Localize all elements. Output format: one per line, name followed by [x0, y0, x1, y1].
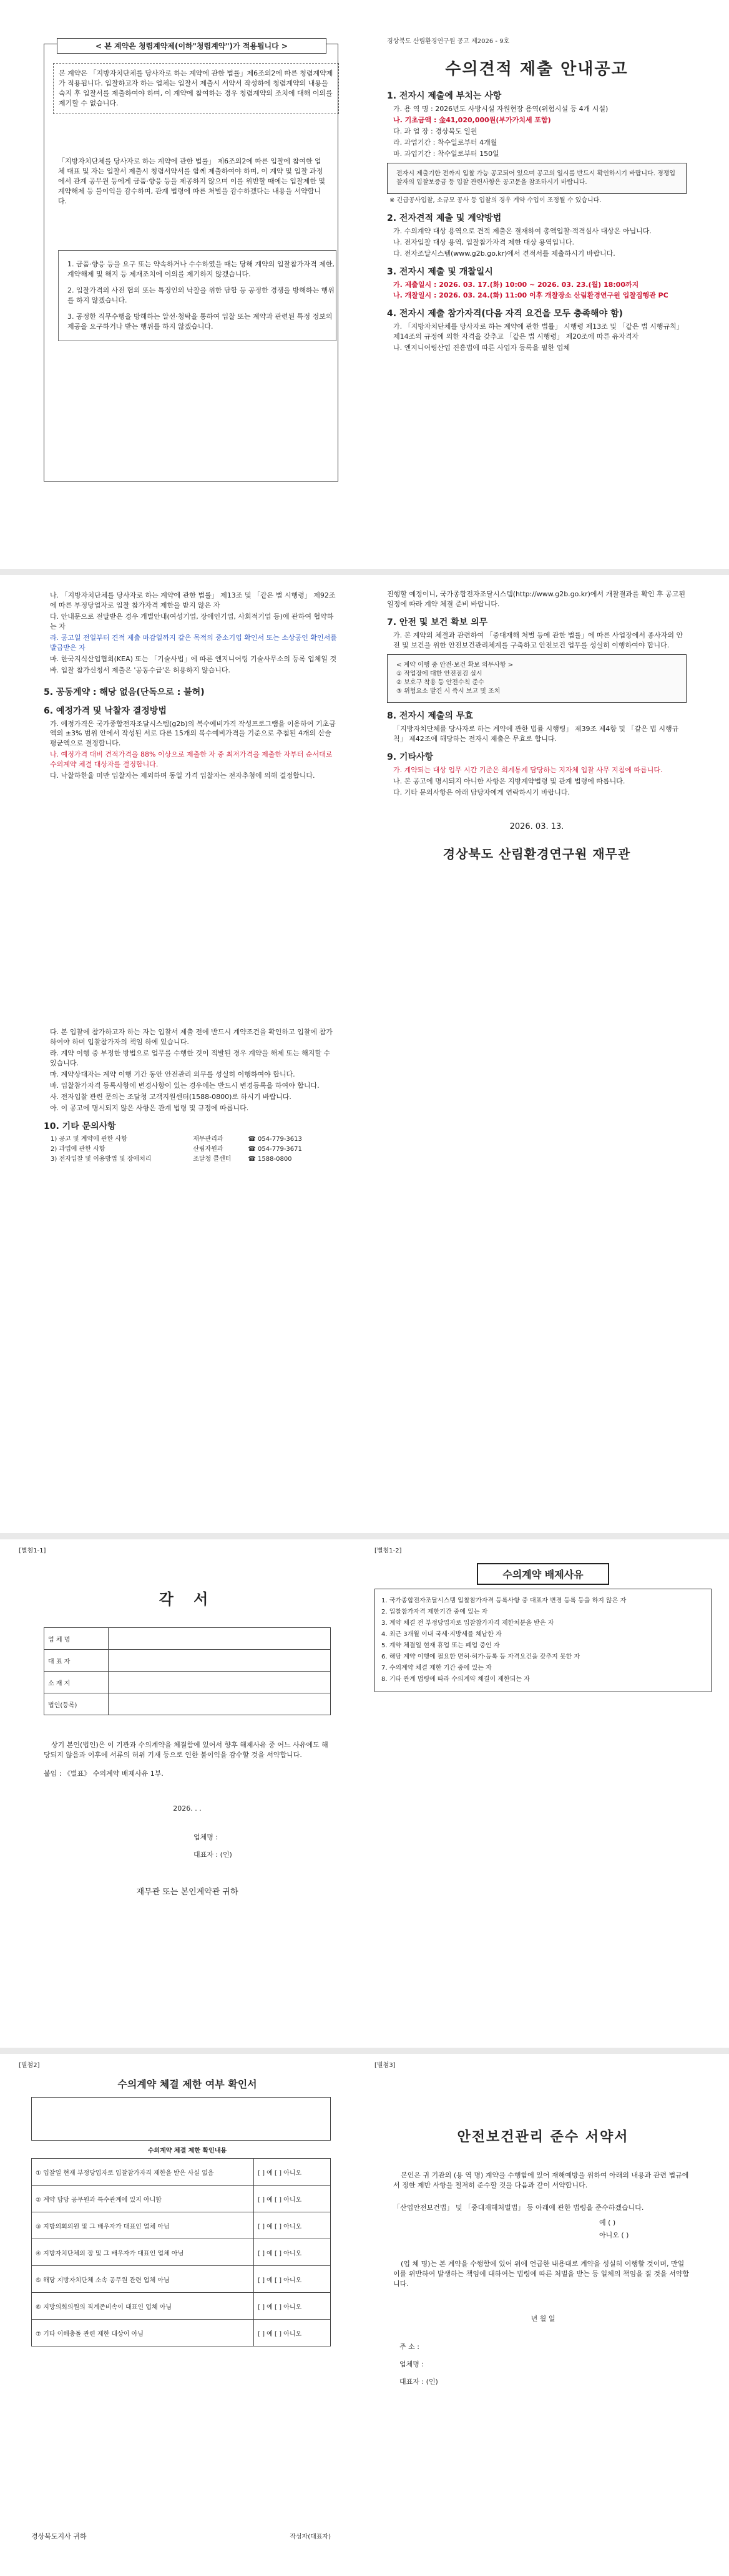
announcement-right-column	[387, 37, 687, 354]
restriction-item: ⑥ 지방의회의원의 직계존비속이 대표인 업체 아님	[32, 2293, 254, 2320]
low-line-6: 아. 이 공고에 명시되지 않은 사항은 관계 법령 및 규정에 따릅니다.	[50, 1103, 249, 1112]
form-title: 각 서	[159, 1591, 216, 1608]
row-label: 법인(등록)	[44, 1693, 109, 1715]
notice-para-1: 본 계약은 「지방자치단체를 당사자로 하는 계약에 관한 법률」제6조의2에 따른 청렴계약제가 적용됩니다. 입찰하고자 하는 업체는 입찰서 제출시 서약서 작성하에 청렴계약의 내용을 숙지 후 입찰서를 제출하여야 하며, 이 계약에 참여하는 경우 청렴계약의 조치에 대해 이의를 제기할 수 없습니다.	[53, 63, 339, 114]
section-1-heading: 1. 전자시 제출에 부치는 사항	[387, 91, 502, 101]
page-title: 수의견적 제출 안내공고	[445, 60, 629, 79]
s1-line-4: 라. 과업기간 : 착수일로부터 4개월	[393, 138, 497, 147]
contact-dept: 재무관리과	[193, 1135, 223, 1143]
contact-heading: 10. 기타 문의사항	[44, 1121, 116, 1131]
yes-no-check[interactable]: [ ] 예 [ ] 아니오	[254, 2266, 331, 2293]
list-item: 5. 계약 체결일 현재 휴업 또는 폐업 중인 자	[381, 1642, 500, 1649]
attachment-page-1	[0, 1541, 729, 2046]
section-8-heading: 8. 전자시 제출의 무효	[387, 710, 473, 721]
pledge-note: 붙임 : 《별표》 수의계약 배제사유 1부.	[44, 1769, 164, 1778]
yes-no-check[interactable]: [ ] 예 [ ] 아니오	[254, 2186, 331, 2212]
safety-item-1: 「산업안전보건법」 및 「중대재해처벌법」 등 아래에 관한 법령을 준수하겠습니다.	[393, 2203, 644, 2212]
list-item: 7. 수의계약 체결 제한 기간 중에 있는 자	[381, 1665, 492, 1672]
contact-table	[50, 1135, 325, 1165]
table-row	[44, 1693, 331, 1715]
s2-line-3: 다. 전자조달시스템(www.g2b.go.kr)에서 견적서를 제출하시기 바랍니다.	[393, 249, 615, 258]
mid-line-4: 마. 한국지식산업협회(KEA) 또는 「기술사법」에 따른 엔지니어링 기술사무소의 등록 업체일 것	[50, 654, 337, 663]
right-intro: 진행할 예정이니, 국가종합전자조달시스템(http://www.g2b.go.kr)에서 개찰결과를 확인 후 공고된 일정에 따라 계약 체결 준비 바랍니다.	[387, 590, 686, 608]
form-title: 수의계약 체결 제한 여부 확인서	[117, 2078, 257, 2090]
low-line-1: 다. 본 입찰에 참가하고자 하는 자는 입찰서 제출 전에 반드시 계약조건을 확인하고 입찰에 참가하여야 하며 입찰참가자의 책임 하에 있습니다.	[50, 1028, 333, 1046]
yes-no-check[interactable]: [ ] 예 [ ] 아니오	[254, 2159, 331, 2186]
list-item: 3. 계약 체결 전 부정당업자로 입찰참가자격 제한처분을 받은 자	[381, 1620, 554, 1627]
safety-firm: 업체명 :	[399, 2360, 424, 2369]
announcement-page-2	[0, 577, 729, 1531]
contact-tel: ☎ 1588-0800	[248, 1155, 292, 1163]
contact-row	[50, 1145, 325, 1155]
section-2-heading: 2. 전자견적 제출 및 계약방법	[387, 213, 502, 223]
list-item: 1. 국가종합전자조달시스템 입찰참가자격 등록사항 중 대표자 변경 등록 등을 하지 않은 자	[381, 1597, 627, 1604]
left-low-column	[44, 1026, 337, 1165]
yes-no-check[interactable]: [ ] 예 [ ] 아니오	[254, 2293, 331, 2320]
right-mid-column	[387, 589, 687, 862]
yes-no-check[interactable]: [ ] 예 [ ] 아니오	[254, 2212, 331, 2239]
list-item: 4. 최근 3개월 이내 국세·지방세를 체납한 자	[381, 1631, 502, 1638]
list-item: 2. 입찰참가자격 제한기간 중에 있는 자	[381, 1609, 488, 1615]
list-item: 8. 기타 관계 법령에 따라 수의계약 체결이 제한되는 자	[381, 1676, 530, 1683]
contact-row	[50, 1155, 325, 1165]
contact-dept: 조달청 콜센터	[193, 1155, 232, 1163]
page-divider	[0, 2048, 729, 2054]
s7-line: 가. 본 계약의 체결과 관련하여 「중대재해 처벌 등에 관한 법률」에 따른 사업장에서 종사자의 안전 및 보건을 위한 안전보건관리체계를 구축하고 안전보건 업무를 성실히 이행하여야 합니다.	[393, 631, 683, 649]
mid-line-3: 라. 공고일 전일부터 견적 제출 마감일까지 같은 목적의 중소기업 확인서 또는 소상공인 확인서를 발급받은 자	[50, 633, 337, 652]
pledge-body: 상기 본인(법인)은 이 기관과 수의계약을 체결함에 있어서 향후 해제사유 중 어느 사유에도 해당되지 않음과 이후에 서류의 허위 기재 등으로 인한 불이익을 감수할 것을 서약합니다.	[44, 1741, 328, 1759]
notice-para-2: 「지방자치단체를 당사자로 하는 계약에 관한 법률」 제6조의2에 따른 입찰에 참여한 업체 대표 및 자는 입찰서 제출시 청렴서약서를 함께 제출하여야 하며, 이 계약 및 입찰 과정에서 관계 공무원 등에게 금품·향응 등을 제공하지 않으며 이를 위반할 때에는 입찰제한 및 계약해제 등 불이익을 감수하며, 관계 법령에 따른 처벌을 감수하겠다는 내용을 서약합니다.	[58, 157, 325, 205]
table-row	[32, 2159, 331, 2186]
table-row	[32, 2186, 331, 2212]
low-line-4: 바. 입찰참가자격 등록사항에 변경사항이 있는 경우에는 반드시 변경등록을 하여야 합니다.	[50, 1081, 320, 1090]
s6-line-1: 가. 예정가격은 국가종합전자조달시스템(g2b)의 복수예비가격 작성프로그램을 이용하여 기초금액의 ±3% 범위 안에서 작성된 서로 다른 15개의 복수예비가격을 기준으로 추첨된 4개의 산술평균액으로 결정합니다.	[50, 719, 336, 748]
table-row	[32, 2212, 331, 2239]
yes-no-check[interactable]: [ ] 예 [ ] 아니오	[254, 2320, 331, 2346]
notice-item-2: 2. 입찰가격의 사전 협의 또는 특정인의 낙찰을 위한 담합 등 공정한 경쟁을 방해하는 행위를 하지 않겠습니다.	[67, 286, 335, 304]
restriction-sub: 수의계약 체결 제한 확인내용	[147, 2147, 227, 2154]
notice-heading: < 본 계약은 청렴계약제(이하"청렴계약")가 적용됩니다 >	[57, 38, 326, 54]
form-label: [별첨1-1]	[19, 1547, 46, 1554]
mid-line-2: 다. 안내문으로 전달받은 경우 개별안내(여성기업, 장애인기업, 사회적기업 등)에 관하여 협약하는 자	[50, 612, 334, 631]
low-line-5: 사. 전자입찰 관련 문의는 조달청 고객지원센터(1588-0800)로 하시기 바랍니다.	[50, 1092, 291, 1101]
mid-line-5: 바. 입찰 참가신청서 제출은 '공동수급'은 허용하지 않습니다.	[50, 666, 231, 674]
safety-date: 년 월 일	[531, 2314, 555, 2323]
contact-tel: ☎ 054-779-3613	[248, 1135, 302, 1143]
restriction-check-form	[19, 2061, 356, 2567]
row-value[interactable]	[109, 1672, 331, 1693]
safety-body-2: (업 체 명)는 본 계약을 수행함에 있어 위에 언급한 내용대로 계약을 성실히 이행할 것이며, 만일 이를 위반하여 발생하는 책임에 대하여는 법령에 따른 처벌을 받는 등 일체의 책임을 질 것을 서약합니다.	[393, 2259, 689, 2288]
exclusion-form	[374, 1547, 712, 2033]
form-title: 수의계약 배제사유	[477, 1563, 609, 1585]
s9-line-3: 다. 기타 문의사항은 아래 담당자에게 연락하시기 바랍니다.	[393, 788, 570, 797]
safety-addr: 주 소 :	[399, 2343, 419, 2351]
section-4-heading: 4. 전자시 제출 참가자격(다음 자격 요건을 모두 충족해야 함)	[387, 309, 623, 319]
pledge-table	[44, 1627, 331, 1715]
row-value[interactable]	[109, 1650, 331, 1672]
table-row	[32, 2098, 331, 2141]
s4-line-1: 가. 「지방자치단체를 당사자로 하는 계약에 관한 법률」 시행령 제13조 및 「같은 법 시행규칙」 제14조의 규정에 의한 자격을 갖추고 「같은 법 시행령」 제20조에 따른 유자격자	[393, 322, 683, 341]
safety-no[interactable]: 아니오 ( )	[599, 2230, 629, 2239]
low-line-3: 마. 계약상대자는 계약 이행 기간 동안 안전관리 의무를 성실히 이행하여야 합니다.	[50, 1070, 295, 1078]
s6-line-2: 나. 예정가격 대비 견적가격을 88% 이상으로 제출한 자 중 최저가격을 제출한 자부터 순서대로 수의계약 체결 대상자를 결정합니다.	[50, 750, 333, 769]
section-5-heading: 5. 공동계약 : 해당 없음(단독으로 : 불허)	[44, 687, 205, 697]
form-label: [별첨3]	[374, 2062, 396, 2069]
safety-yes[interactable]: 예 ( )	[599, 2218, 616, 2227]
row-value[interactable]	[109, 1693, 331, 1715]
table-row	[44, 1628, 331, 1650]
restriction-item: ③ 지방의회의원 및 그 배우자가 대표인 업체 아님	[32, 2212, 254, 2239]
pledge-sign-firm: 업체명 :	[193, 1833, 218, 1841]
table-row	[32, 2239, 331, 2266]
s2-line-1: 가. 수의계약 대상 용역으로 견적 제출은 결재하여 총액입찰·적격심사 대상은 아닙니다.	[393, 226, 652, 235]
left-mid-column	[44, 589, 337, 782]
section-3-heading: 3. 전자시 제출 및 개찰일시	[387, 266, 493, 277]
contact-label: 2) 과업에 관한 사항	[51, 1145, 105, 1153]
form-label: [별첨2]	[19, 2062, 40, 2069]
pledge-sign-rep: 대표자 : (인)	[193, 1850, 232, 1859]
s3-line-1: 가. 제출일시 : 2026. 03. 17.(화) 10:00 ~ 2026. 03. 23.(월) 18:00까지	[393, 280, 639, 289]
low-line-2: 라. 계약 이행 중 부정한 방법으로 업무를 수행한 것이 적발된 경우 계약을 해제 또는 해지할 수 있습니다.	[50, 1048, 331, 1067]
safety-rep: 대표자 : (인)	[399, 2378, 438, 2386]
integrity-notice-box	[44, 44, 338, 482]
notice-item-1: 1. 금품·향응 등을 요구 또는 약속하거나 수수하였을 때는 당해 계약의 입찰참가자격 제한, 계약해제 및 해지 등 제재조치에 이의를 제기하지 않겠습니다.	[67, 260, 335, 278]
s1-line-1: 가. 용 역 명 : 2026년도 사방시설 자원현장 용역(위험시설 등 4개 시설)	[393, 105, 609, 113]
restriction-table	[31, 2158, 331, 2346]
s9-line-1: 가. 계약되는 대상 업무 시간 기준은 회계통계 담당하는 지자체 입찰 사무 지침에 따릅니다.	[393, 765, 663, 774]
pledge-recipient: 재무관 또는 본인계약관 귀하	[136, 1887, 238, 1897]
table-row	[32, 2266, 331, 2293]
contact-row	[50, 1135, 325, 1145]
s1-note-box: 전자시 제출기한 전까지 입찰 가능 공고되어 있으며 공고의 일시를 반드시 확인하시기 바랍니다. 경쟁입찰자의 입찰보증금 등 입찰 관련사항은 공고문을 참조하시기 바랍니다.	[387, 163, 687, 194]
restriction-item: ① 입찰일 현재 부정당업자로 입찰참가자격 제한을 받은 사실 없음	[32, 2159, 254, 2186]
contact-label: 1) 공고 및 계약에 관한 사항	[51, 1135, 127, 1143]
pledge-date: 2026. . .	[173, 1804, 202, 1813]
info-cell[interactable]	[32, 2098, 331, 2141]
row-label: 대 표 자	[44, 1650, 109, 1672]
s4-line-2: 나. 엔지니어링산업 진흥법에 따른 사업자 등록을 필한 업체	[393, 344, 570, 352]
table-row	[32, 2320, 331, 2346]
notice-item-3: 3. 공정한 직무수행을 방해하는 알선·청탁을 통하여 입찰 또는 계약과 관련된 특정 정보의 제공을 요구하거나 받는 행위를 하지 않겠습니다.	[67, 312, 333, 331]
notice-items	[58, 250, 336, 341]
restriction-item: ⑤ 해당 지방자치단체 소속 공무원 관련 업체 아님	[32, 2266, 254, 2293]
contact-dept: 산림자원과	[193, 1145, 223, 1153]
form-writer: 작성자(대표자)	[290, 2534, 331, 2540]
contact-label: 3) 전자입찰 및 이용방법 및 장애처리	[51, 1155, 152, 1163]
row-label: 업 체 명	[44, 1628, 109, 1650]
signer: 경상북도 산림환경연구원 재무관	[443, 846, 631, 862]
form-recipient: 경상북도지사 귀하	[31, 2532, 87, 2541]
s1-line-5: 마. 과업기간 : 착수일로부터 150일	[393, 149, 499, 158]
page-divider	[0, 1533, 729, 1539]
s1-line-2: 나. 기초금액 : 金41,020,000원(부가가치세 포함)	[393, 115, 551, 124]
s7-box: < 계약 이행 중 안전·보건 확보 의무사항 > ① 작업장에 대한 안전점검 실시 ② 보호구 착용 등 안전수칙 준수 ③ 위험요소 발견 시 즉시 보고 및 조치	[387, 654, 687, 703]
org-line: 경상북도 산림환경연구원 공고 제2026 - 9호	[387, 38, 510, 45]
s3-line-2: 나. 개찰일시 : 2026. 03. 24.(화) 11:00 이후 개찰장소 산림환경연구원 입찰집행관 PC	[393, 291, 668, 300]
s1-note-2: ※ 긴급공사입찰, 소규모 공사 등 입찰의 경우 계약 수입이 조정될 수 있습니다.	[389, 196, 602, 204]
announce-date: 2026. 03. 13.	[509, 822, 564, 832]
attachment-page-2	[0, 2055, 729, 2573]
section-6-heading: 6. 예정가격 및 낙찰자 결정방법	[44, 705, 167, 716]
contact-tel: ☎ 054-779-3671	[248, 1145, 302, 1153]
mid-line-1: 나. 「지방자치단체를 당사자로 하는 계약에 관한 법률」 제13조 및 「같은 법 시행령」 제92조에 따른 부정당업자로 입찰 참가자격 제한을 받지 않은 자	[50, 591, 336, 609]
s9-line-2: 나. 본 공고에 명시되지 아니한 사항은 지방계약법령 및 관계 법령에 따릅니다.	[393, 777, 625, 785]
page-divider	[0, 569, 729, 575]
table-row	[44, 1672, 331, 1693]
announcement-page-1	[0, 0, 729, 568]
form-title: 안전보건관리 준수 서약서	[457, 2129, 629, 2145]
restriction-item: ⑦ 기타 이해충돌 관련 제한 대상이 아님	[32, 2320, 254, 2346]
section-7-heading: 7. 안전 및 보건 확보 의무	[387, 617, 488, 627]
yes-no-check[interactable]: [ ] 예 [ ] 아니오	[254, 2239, 331, 2266]
table-row	[32, 2293, 331, 2320]
safety-pledge-form	[374, 2061, 712, 2567]
s2-line-2: 나. 전자입찰 대상 용역, 입찰참가자격 제한 대상 용역입니다.	[393, 238, 574, 246]
s6-line-3: 다. 낙찰하한율 미만 입찰자는 제외하며 동일 가격 입찰자는 전자추첨에 의해 결정합니다.	[50, 772, 315, 780]
pledge-form	[19, 1547, 356, 2033]
restriction-info-table	[31, 2097, 331, 2141]
table-row	[44, 1650, 331, 1672]
exclusion-list	[374, 1589, 712, 1692]
safety-body-1: 본인은 귀 기관의 (용 역 명) 계약을 수행함에 있어 재해예방을 위하여 아래의 내용과 관련 법규에서 정한 제반 사항을 철저히 준수할 것을 다음과 같이 서약합니다.	[393, 2171, 689, 2189]
row-value[interactable]	[109, 1628, 331, 1650]
row-label: 소 재 지	[44, 1672, 109, 1693]
s8-line: 「지방자치단체를 당사자로 하는 계약에 관한 법률 시행령」 제39조 제4항 및 「같은 법 시행규칙」 제42조에 해당하는 전자시 제출은 무효로 합니다.	[393, 724, 679, 743]
s1-line-3: 다. 과 업 장 : 경상북도 일원	[393, 127, 477, 135]
restriction-item: ② 계약 담당 공무원과 특수관계에 있지 아니함	[32, 2186, 254, 2212]
form-label: [별첨1-2]	[374, 1547, 402, 1554]
restriction-item: ④ 지방자치단체의 장 및 그 배우자가 대표인 업체 아님	[32, 2239, 254, 2266]
section-9-heading: 9. 기타사항	[387, 752, 434, 762]
list-item: 6. 해당 계약 이행에 필요한 면허·허가·등록 등 자격요건을 갖추지 못한 자	[381, 1654, 580, 1660]
